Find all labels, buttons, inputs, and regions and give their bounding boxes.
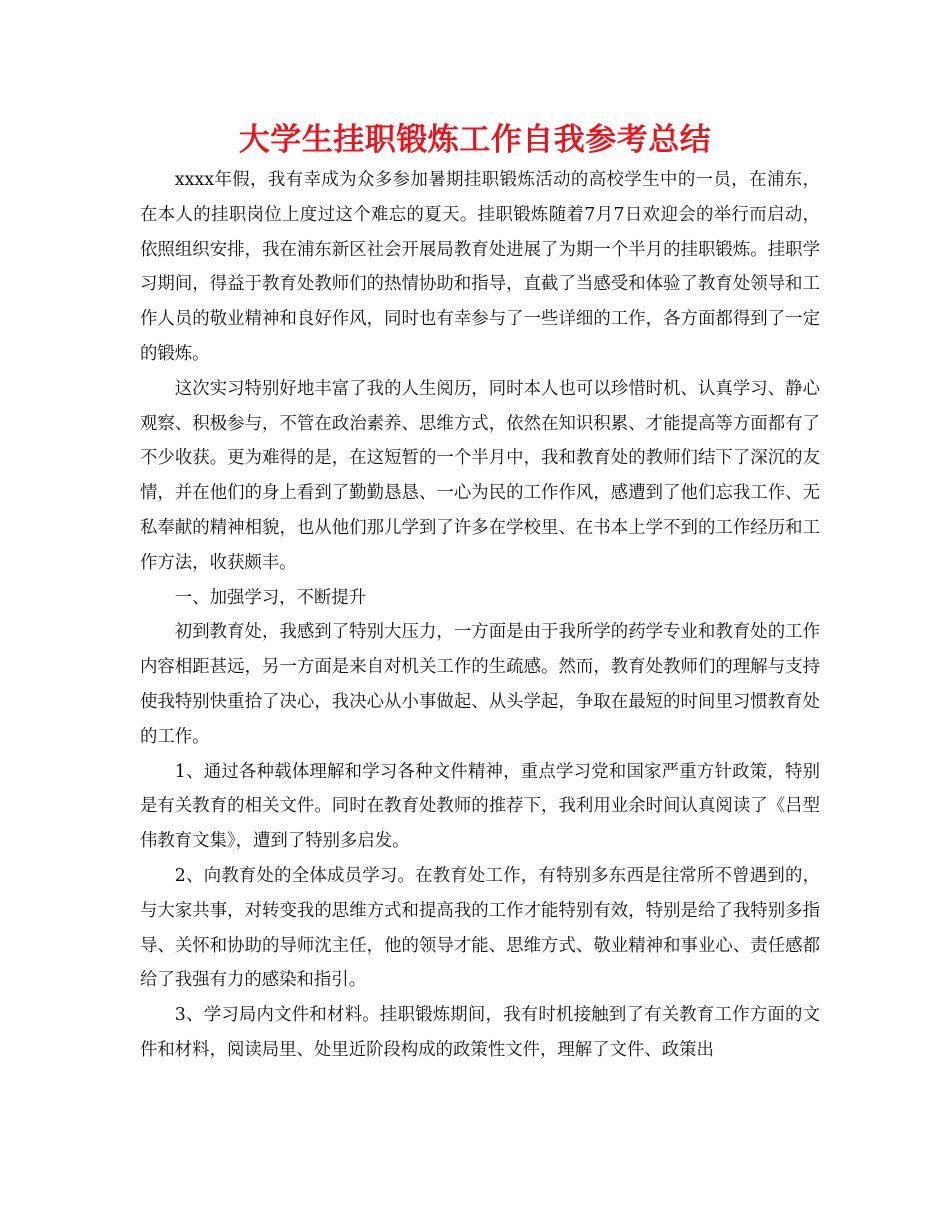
- paragraph-1: xxxx年假，我有幸成为众多参加暑期挂职锻炼活动的高校学生中的一员，在浦东，在本人的挂职岗位上度过这个难忘的夏天。挂职锻炼随着7月7日欢迎会的举行而启动，依照组织安排，我在浦东新区社会开展局教育处进展了为期一个半月的挂职锻炼。挂职学习期间，得益于教育处教师们的热情协助和指导，直截了当感受和体验了教育处领导和工作人员的敬业精神和良好作风，同时也有幸参与了一些详细的工作，各方面都得到了一定的锻炼。: [140, 170, 820, 364]
- list-item-2: 2、向教育处的全体成员学习。在教育处工作，有特别多东西是往常所不曾遇到的，与大家共事，对转变我的思维方式和提高我的工作才能特别有效，特别是给了我特别多指导、关怀和协助的导师沈主任，他的领导才能、思维方式、敬业精神和事业心、责任感都给了我强有力的感染和指引。: [140, 865, 820, 991]
- paragraph-2: 这次实习特别好地丰富了我的人生阅历，同时本人也可以珍惜时机、认真学习、静心观察、积极参与，不管在政治素养、思维方式，依然在知识积累、才能提高等方面都有了不少收获。更为难得的是，在这短暂的一个半月中，我和教育处的教师们结下了深沉的友情，并在他们的身上看到了勤勤恳恳、一心为民的工作作风，感遭到了他们忘我工作、无私奉献的精神相貌，也从他们那儿学到了许多在学校里、在书本上学不到的工作经历和工作方法，收获颇丰。: [140, 378, 820, 573]
- document-title: 大学生挂职锻炼工作自我参考总结: [238, 122, 712, 158]
- list-item-3: 3、学习局内文件和材料。挂职锻炼期间，我有时机接触到了有关教育工作方面的文件和材料，阅读局里、处里近阶段构成的政策性文件，理解了文件、政策出: [140, 1005, 820, 1060]
- document-body: [140, 163, 820, 1068]
- paragraph-3: 初到教育处，我感到了特别大压力，一方面是由于我所学的药学专业和教育处的工作内容相距甚远，另一方面是来自对机关工作的生疏感。然而，教育处教师们的理解与支持使我特别快重拾了决心，我决心从小事做起、从头学起，争取在最短的时间里习惯教育处的工作。: [140, 622, 820, 747]
- list-item-1: 1、通过各种载体理解和学习各种文件精神，重点学习党和国家严重方针政策，特别是有关教育的相关文件。同时在教育处教师的推荐下，我利用业余时间认真阅读了《吕型伟教育文集》，遭到了特别多启发。: [140, 761, 820, 852]
- section-heading-1: 一、加强学习，不断提升: [174, 587, 367, 608]
